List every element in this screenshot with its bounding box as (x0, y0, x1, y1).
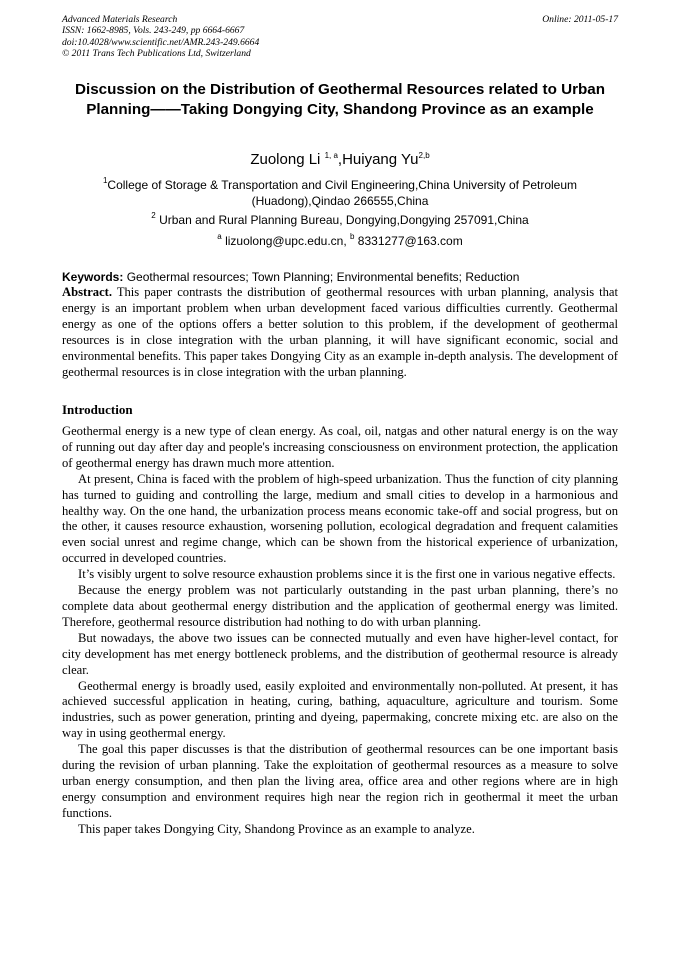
keywords-label: Keywords: (62, 270, 124, 284)
intro-paragraph: Because the energy problem was not particularly outstanding in the past urban planning, there’s no complete data about geothermal energy distribution and the application of geothermal energy was limited. Therefore, geothermal resource distribution had nothing to do with urban planning. (62, 583, 618, 629)
keywords (62, 269, 618, 285)
intro-paragraph: The goal this paper discusses is that the distribution of geothermal resources can be one important basis during the revision of urban planning. Take the exploitation of geothermal resources as a measure to solve urban energy consumption, and then plan the living area, office area and other regions where are in high energy consumption and environment requires high near the region rich in geothermal it meet the urban functions. (62, 742, 618, 820)
abstract-text: This paper contrasts the distribution of geothermal resources with urban planning, analysis that energy is an important problem when urban development faced various difficulties currently. Geothermal energy as one of the options offers a better solution to this problem, if the development of geothermal resources is in close integration with the urban planning, it will have significant economic, social and environmental benefits. This paper takes Dongying City as an example in-depth analysis. The development of geothermal resources is in close integration with the urban planning. (62, 285, 619, 379)
introduction-body (62, 424, 618, 838)
email-b-sup: b (350, 232, 355, 241)
intro-paragraph: This paper takes Dongying City, Shandong Province as an example to analyze. (78, 821, 475, 836)
keywords-text: Geothermal resources; Town Planning; Environmental benefits; Reduction (126, 270, 520, 284)
author-1-sup: 1, a (324, 151, 338, 160)
issn-line: ISSN: 1662-8985, Vols. 243-249, pp 6664-6667 (62, 25, 245, 37)
doi-line: doi:10.4028/www.scientific.net/AMR.243-249.6664 (62, 36, 260, 48)
section-heading-introduction: Introduction (62, 402, 133, 417)
abstract-label: Abstract. (62, 285, 113, 299)
intro-paragraph: But nowadays, the above two issues can be connected mutually and even have higher-level contact, for city development has met energy bottleneck problems, and the distribution of geothermal resource is already clear. (62, 630, 618, 677)
author-2-sup: 2,b (418, 151, 430, 160)
author-separator: , (337, 151, 343, 168)
author-2: Huiyang Yu (342, 151, 419, 168)
author-1: Zuolong Li (250, 151, 321, 168)
affiliation-1-sup: 1 (102, 176, 108, 185)
affiliation-1-text: College of Storage & Transportation and Civil Engineering,China University of Petroleum (Huadong),Qindao 266555,China (107, 178, 578, 208)
journal-header (62, 14, 618, 59)
email-b[interactable]: 8331277@163.com (357, 234, 463, 248)
journal-name: Advanced Materials Research (62, 14, 178, 25)
paper-title: Discussion on the Distribution of Geothermal Resources related to Urban Planning——Taking Dongying City, Shandong Province as an example (75, 81, 605, 118)
intro-paragraph: Geothermal energy is a new type of clean energy. As coal, oil, natgas and other natural energy is on the way of running out day after day and people's increasing consciousness on environment protection, the application of geothermal energy has drawn much more attention. (62, 424, 618, 470)
affiliation-1 (62, 177, 618, 209)
copyright-line: © 2011 Trans Tech Publications Ltd, Switzerland (62, 47, 251, 59)
online-date: Online: 2011-05-17 (542, 14, 618, 25)
email-a[interactable]: lizuolong@upc.edu.cn, (225, 234, 347, 248)
affiliation-2-sup: 2 (151, 211, 156, 220)
email-line (62, 233, 618, 249)
intro-paragraph: At present, China is faced with the problem of high-speed urbanization. Thus the function of city planning has turned to guiding and controlling the large, medium and small cities to develop in a harmonious and healthy way. On the one hand, the urbanization process means economic take-off and social progress, but on the other, it causes resource exhaustion, worsening pollution, ecological degradation and frequent calamities even social unrest and regime change, which can be shown from the historical experience of urbanization, occurred in developed countries. (62, 471, 618, 566)
intro-paragraph: Geothermal energy is broadly used, easily exploited and environmentally non-polluted. At present, it has achieved successful application in heating, curing, bathing, aquaculture, agriculture and tourism. Some industries, such as power generation, printing and dyeing, papermaking, concrete mixing etc. are also on the way in using geothermal energy. (62, 678, 618, 741)
affiliation-2-text: Urban and Rural Planning Bureau, Dongying,Dongying 257091,China (159, 213, 529, 227)
intro-paragraph: It’s visibly urgent to solve resource exhaustion problems since it is the first one in various negative effects. (78, 567, 616, 582)
author-line (62, 150, 618, 170)
abstract (62, 285, 618, 380)
affiliation-2 (62, 212, 618, 228)
email-a-sup: a (217, 232, 222, 241)
